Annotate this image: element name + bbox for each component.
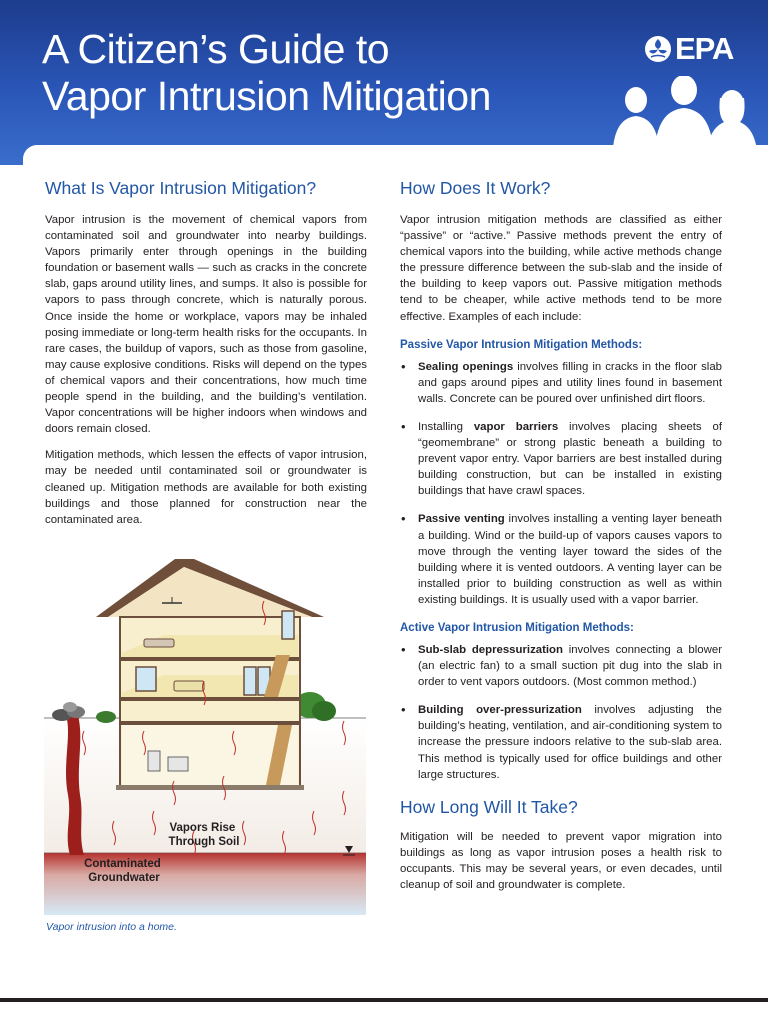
label-vapors-line-2: Through Soil [168,836,240,848]
bullet-text: involves filling in cracks in the floor slab and gaps around pipes and utility lines found in basement walls. Concrete can be poured over unfinished dirt floors. [418,360,722,405]
what-is-paragraph-2: Mitigation methods, which lessen the effects of vapor intrusion, may be needed until contaminated soil or groundwater is cleaned up. Mitigation methods are available for both existing buildings and those planned for construction near the contaminated area. [45,449,367,526]
right-column [400,176,722,893]
active-methods-heading: Active Vapor Intrusion Mitigation Methods: [400,621,634,634]
title-line-2: Vapor Intrusion Mitigation [42,73,491,119]
label-groundwater-line-2: Groundwater [88,872,160,884]
house-cutaway [96,559,324,790]
bottom-divider [0,998,768,1002]
bullet-text: involves placing sheets of “geomembrane” or strong plastic beneath a building to prevent vapor entry. Vapor barriers are best installed during building construction, but can be installed in existing buildings that have crawl spaces. [418,420,723,498]
bullet-text: involves adjusting the building’s heating, ventilation, and air-conditioning system to increase the pressure indoors relative to the sub-slab area. This method is typically used for office buildings and other large structures. [418,704,722,781]
list-item [400,419,722,499]
figure-caption: Vapor intrusion into a home. [46,921,177,933]
active-methods-list [400,642,722,783]
epa-logo-text: EPA [675,31,734,66]
what-is-heading: What Is Vapor Intrusion Mitigation? [45,178,317,198]
bullet-term: vapor barriers [473,420,559,433]
list-item [400,511,722,608]
what-is-paragraph-1: Vapor intrusion is the movement of chemical vapors from contaminated soil and groundwater into nearby buildings. Vapors primarily enter through openings in the building foundation or basement walls — such as cracks in the concrete slab, gaps around utility lines, and sumps. It also is possible for vapors to pass through concrete, which is naturally porous. Once inside the home or workplace, vapors may be inhaled posing immediate or long-term health risks for the occupants. In rare cases, the buildup of vapors, such as those from gasoline, may cause explosive conditions. Risks will depend on the types of chemical vapors and their concentrations, how much time people spend in the building, and the building’s ventilation. Vapor concentrations will be higher indoors when windows and doors remain closed. [45,214,367,436]
title-line-1: A Citizen’s Guide to [42,26,390,72]
epa-logo [644,32,733,66]
label-groundwater-line-1: Contaminated [84,858,161,870]
bullet-term: Passive venting [418,513,505,526]
list-item [400,359,722,407]
vapor-intrusion-diagram [44,555,366,915]
epa-flower-icon [644,35,672,63]
header-banner [0,0,768,165]
bullet-prefix: Installing [418,420,474,433]
bullet-term: Sub-slab depressurization [418,643,563,656]
page-title [42,26,491,120]
list-item [400,702,722,782]
bullet-text: involves installing a venting layer beneath a building. Wind or the build-up of vapors causes vapors to move through the venting layer toward the sides of the building where it is vented outdoors. A venting layer can be installed prior to building construction as well as within existing buildings. It is usually used with a vapor barrier. [418,513,722,606]
bullet-term: Building over-pressurization [418,704,582,717]
list-item [400,642,722,690]
left-column [45,176,367,528]
how-long-paragraph: Mitigation will be needed to prevent vapor migration into buildings as long as vapor intrusion poses a health risk to occupants. This may be several years, or even decades, until cleanup of soil and groundwater is complete. [400,830,722,891]
how-long-heading: How Long Will It Take? [400,796,578,817]
bullet-text: involves connecting a blower (an electric fan) to a small suction pit dug into the slab in order to vent vapors outdoors. (Most common method.) [418,643,722,689]
how-does-it-work-paragraph: Vapor intrusion mitigation methods are classified as either “passive” or “active.” Passive methods prevent the entry of chemical vapors into the building, while active methods change the pressure difference between the sub-slab and the inside of the building to keep vapors out. Passive mitigation methods tend to be cheaper, while active methods tend to be more effective. Examples of each include: [400,214,722,323]
bullet-term: Sealing openings [418,360,514,373]
label-vapors-line-1: Vapors Rise [169,822,236,834]
passive-methods-heading: Passive Vapor Intrusion Mitigation Methods: [400,338,643,351]
how-does-it-work-heading: How Does It Work? [400,178,551,198]
passive-methods-list [400,359,722,608]
shrub-left-icon [96,711,116,723]
